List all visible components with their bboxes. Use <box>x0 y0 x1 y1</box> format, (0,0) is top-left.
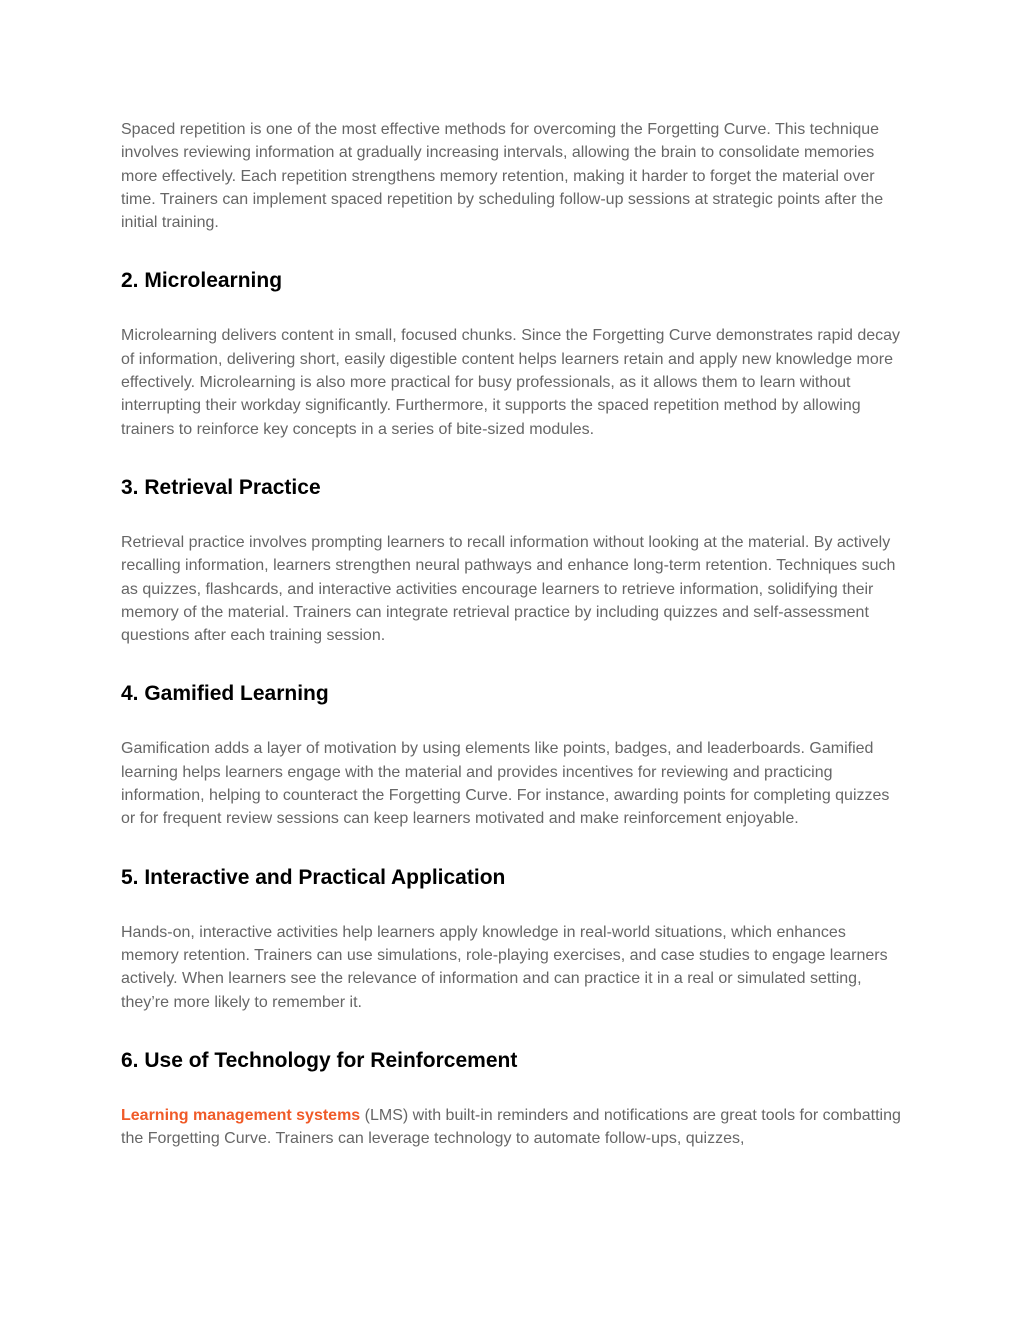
intro-paragraph: Spaced repetition is one of the most effective methods for overcoming the Forgetting Curve. This technique involves reviewing information at gradually increasing intervals, allowing the brain to consolidate memories more effectively. Each repetition strengthens memory retention, making it harder to forget the material over time. Trainers can implement spaced repetition by scheduling follow-up sessions at strategic points after the initial training. <box>121 121 884 232</box>
paragraph-microlearning: Microlearning delivers content in small, focused chunks. Since the Forgetting Curve demonstrates rapid decay of information, delivering short, easily digestible content helps learners retain and apply new knowledge more effectively. Microlearning is also more practical for busy professionals, as it allows them to learn without interrupting their workday significantly. Furthermore, it supports the spaced repetition method by allowing trainers to reinforce key concepts in a series of bite-sized modules. <box>121 327 901 438</box>
document-page <box>121 118 906 1150</box>
heading-technology-reinforcement: 6. Use of Technology for Reinforcement <box>121 1048 518 1072</box>
paragraph-technology-reinforcement <box>121 1104 906 1151</box>
heading-retrieval-practice: 3. Retrieval Practice <box>121 475 321 499</box>
heading-microlearning: 2. Microlearning <box>121 269 283 293</box>
heading-interactive-application: 5. Interactive and Practical Application <box>121 865 506 889</box>
lms-link[interactable]: Learning management systems <box>121 1106 361 1124</box>
lms-paragraph-text: (LMS) with built-in reminders and notifications are great tools for combatting the Forgetting Curve. Trainers can leverage technology to automate follow-ups, quizzes, <box>121 1106 901 1148</box>
paragraph-interactive-application: Hands-on, interactive activities help learners apply knowledge in real-world situations, which enhances memory retention. Trainers can use simulations, role-playing exercises, and case studies to engage learners actively. When learners see the relevance of information and can practice it in a real or simulated setting, they’re more likely to remember it. <box>121 923 888 1011</box>
heading-gamified-learning: 4. Gamified Learning <box>121 682 329 706</box>
paragraph-gamified-learning: Gamification adds a layer of motivation by using elements like points, badges, and leaderboards. Gamified learning helps learners engage with the material and provides incentives for reviewing and practicing information, helping to counteract the Forgetting Curve. For instance, awarding points for completing quizzes or for frequent review sessions can keep learners motivated and make reinforcement enjoyable. <box>121 740 890 828</box>
paragraph-retrieval-practice: Retrieval practice involves prompting learners to recall information without looking at the material. By actively recalling information, learners strengthen neural pathways and enhance long-term retention. Techniques such as quizzes, flashcards, and interactive activities encourage learners to retrieve information, solidifying their memory of the material. Trainers can integrate retrieval practice by including quizzes and self-assessment questions after each training session. <box>121 533 896 645</box>
